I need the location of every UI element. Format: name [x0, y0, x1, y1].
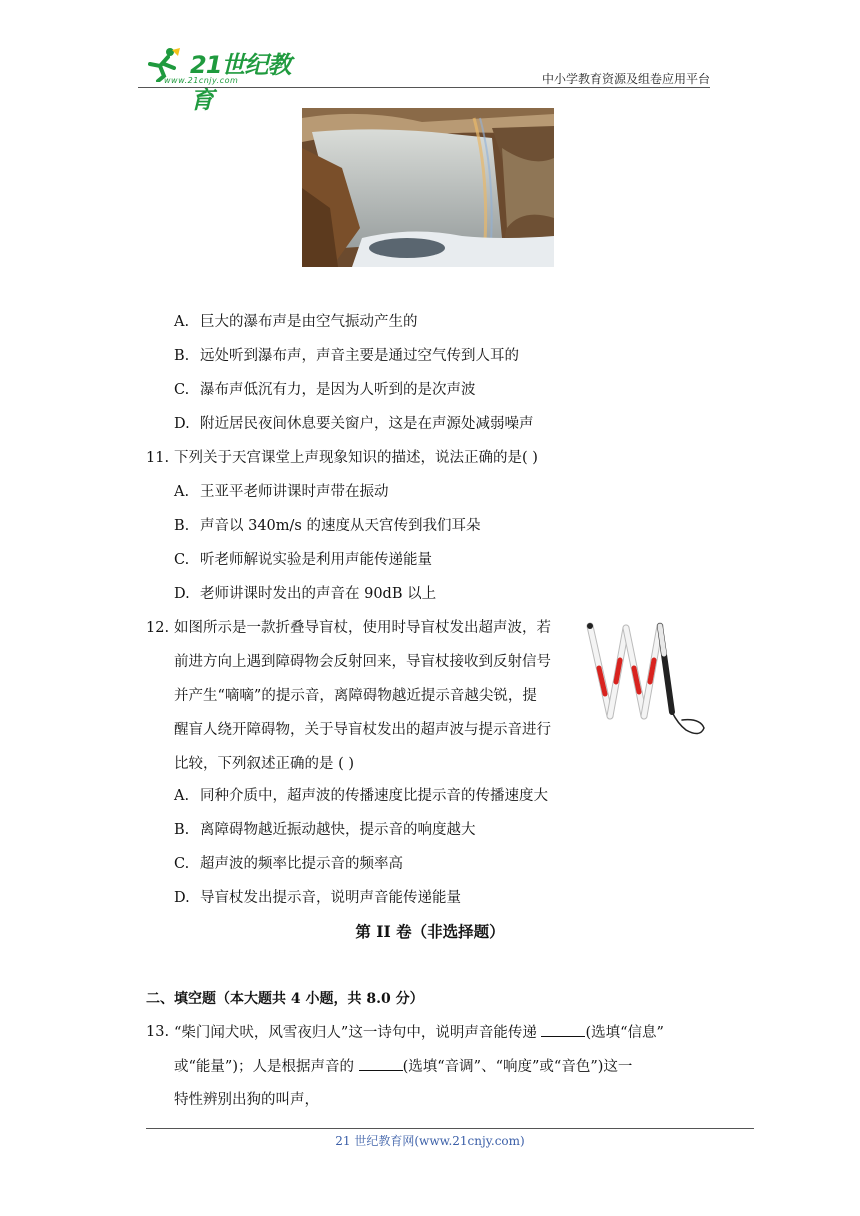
q12-stem-line: 并产生“嘀嘀”的提示音，离障碍物越近提示音越尖锐，提 [174, 688, 537, 704]
option-key: B. [174, 518, 190, 534]
q12-stem-line: 前进方向上遇到障碍物会反射回来，导盲杖接收到反射信号 [174, 654, 551, 670]
q13-text: “柴门闻犬吠，风雪夜归人”这一诗句中，说明声音能传递 [174, 1025, 537, 1041]
folding-cane-image [582, 620, 712, 744]
q13-text: (选填“信息” [585, 1025, 664, 1041]
option-key: A. [174, 314, 190, 330]
q11-option-d [174, 584, 436, 604]
q13-line3: 特性辨别出狗的叫声， [174, 1092, 319, 1108]
page-header [138, 40, 710, 114]
option-text: 巨大的瀑布声是由空气振动产生的 [200, 314, 418, 330]
option-text: 瀑布声低沉有力，是因为人听到的是次声波 [200, 382, 476, 398]
footer-divider [146, 1128, 754, 1129]
q12-stem-line: 醒盲人绕开障碍物，关于导盲杖发出的超声波与提示音进行 [174, 722, 551, 738]
section2-title: 二、填空题（本大题共 4 小题，共 8.0 分） [146, 991, 424, 1007]
q10-option-c [174, 380, 476, 400]
q10-option-b [174, 346, 519, 366]
site-logo [138, 44, 308, 114]
logo-text: 21世纪教育 [190, 51, 291, 114]
option-key: D. [174, 416, 190, 432]
q10-option-d [174, 414, 534, 434]
option-key: B. [174, 822, 190, 838]
option-text: 同种介质中，超声波的传播速度比提示音的传播速度大 [200, 788, 548, 804]
answer-blank[interactable] [359, 1056, 403, 1071]
option-key: A. [174, 484, 190, 500]
header-divider [138, 87, 710, 88]
q11-stem: 下列关于天宫课堂上声现象知识的描述，说法正确的是( ) [174, 450, 538, 466]
q12-option-d [174, 888, 461, 908]
option-text: 老师讲课时发出的声音在 90dB 以上 [200, 586, 437, 602]
option-text: 听老师解说实验是利用声能传递能量 [200, 552, 432, 568]
option-key: C. [174, 856, 190, 872]
option-key: D. [174, 586, 190, 602]
option-text: 导盲杖发出提示音，说明声音能传递能量 [200, 890, 461, 906]
q11-option-b [174, 516, 480, 536]
q11-option-a [174, 482, 389, 502]
q12-option-c [174, 854, 403, 874]
q11-number: 11. [146, 450, 170, 466]
waterfall-photo [302, 108, 554, 267]
option-text: 王亚平老师讲课时声带在振动 [200, 484, 389, 500]
option-key: C. [174, 382, 190, 398]
q13-line1 [174, 1022, 664, 1043]
option-key: D. [174, 890, 190, 906]
option-key: A. [174, 788, 190, 804]
option-key: B. [174, 348, 190, 364]
q12-number: 12. [146, 620, 170, 636]
q12-stem-line: 比较，下列叙述正确的是 ( ) [174, 756, 355, 772]
answer-blank[interactable] [541, 1022, 585, 1037]
q13-line2 [174, 1056, 632, 1077]
q13-text: (选填“音调”、“响度”或“音色”)这一 [402, 1059, 633, 1075]
q12-stem-line: 如图所示是一款折叠导盲杖，使用时导盲杖发出超声波，若 [174, 620, 551, 636]
platform-tagline: 中小学教育资源及组卷应用平台 [541, 72, 710, 86]
option-text: 离障碍物越近振动越快，提示音的响度越大 [200, 822, 476, 838]
option-text: 远处听到瀑布声，声音主要是通过空气传到人耳的 [200, 348, 519, 364]
option-text: 声音以 340m/s 的速度从天宫传到我们耳朵 [200, 518, 481, 534]
option-text: 超声波的频率比提示音的频率高 [200, 856, 403, 872]
q12-option-b [174, 820, 476, 840]
q13-number: 13. [146, 1024, 170, 1040]
option-text: 附近居民夜间休息要关窗户，这是在声源处减弱噪声 [200, 416, 534, 432]
option-key: C. [174, 552, 190, 568]
q12-option-a [174, 786, 548, 806]
logo-url: www.21cnjy.com [164, 76, 239, 85]
part2-title: 第 II 卷（非选择题） [355, 922, 505, 941]
q10-option-a [174, 312, 418, 332]
q11-option-c [174, 550, 432, 570]
footer-text: 21 世纪教育网(www.21cnjy.com) [335, 1134, 525, 1148]
q13-text: 或“能量”)；人是根据声音的 [174, 1059, 354, 1075]
